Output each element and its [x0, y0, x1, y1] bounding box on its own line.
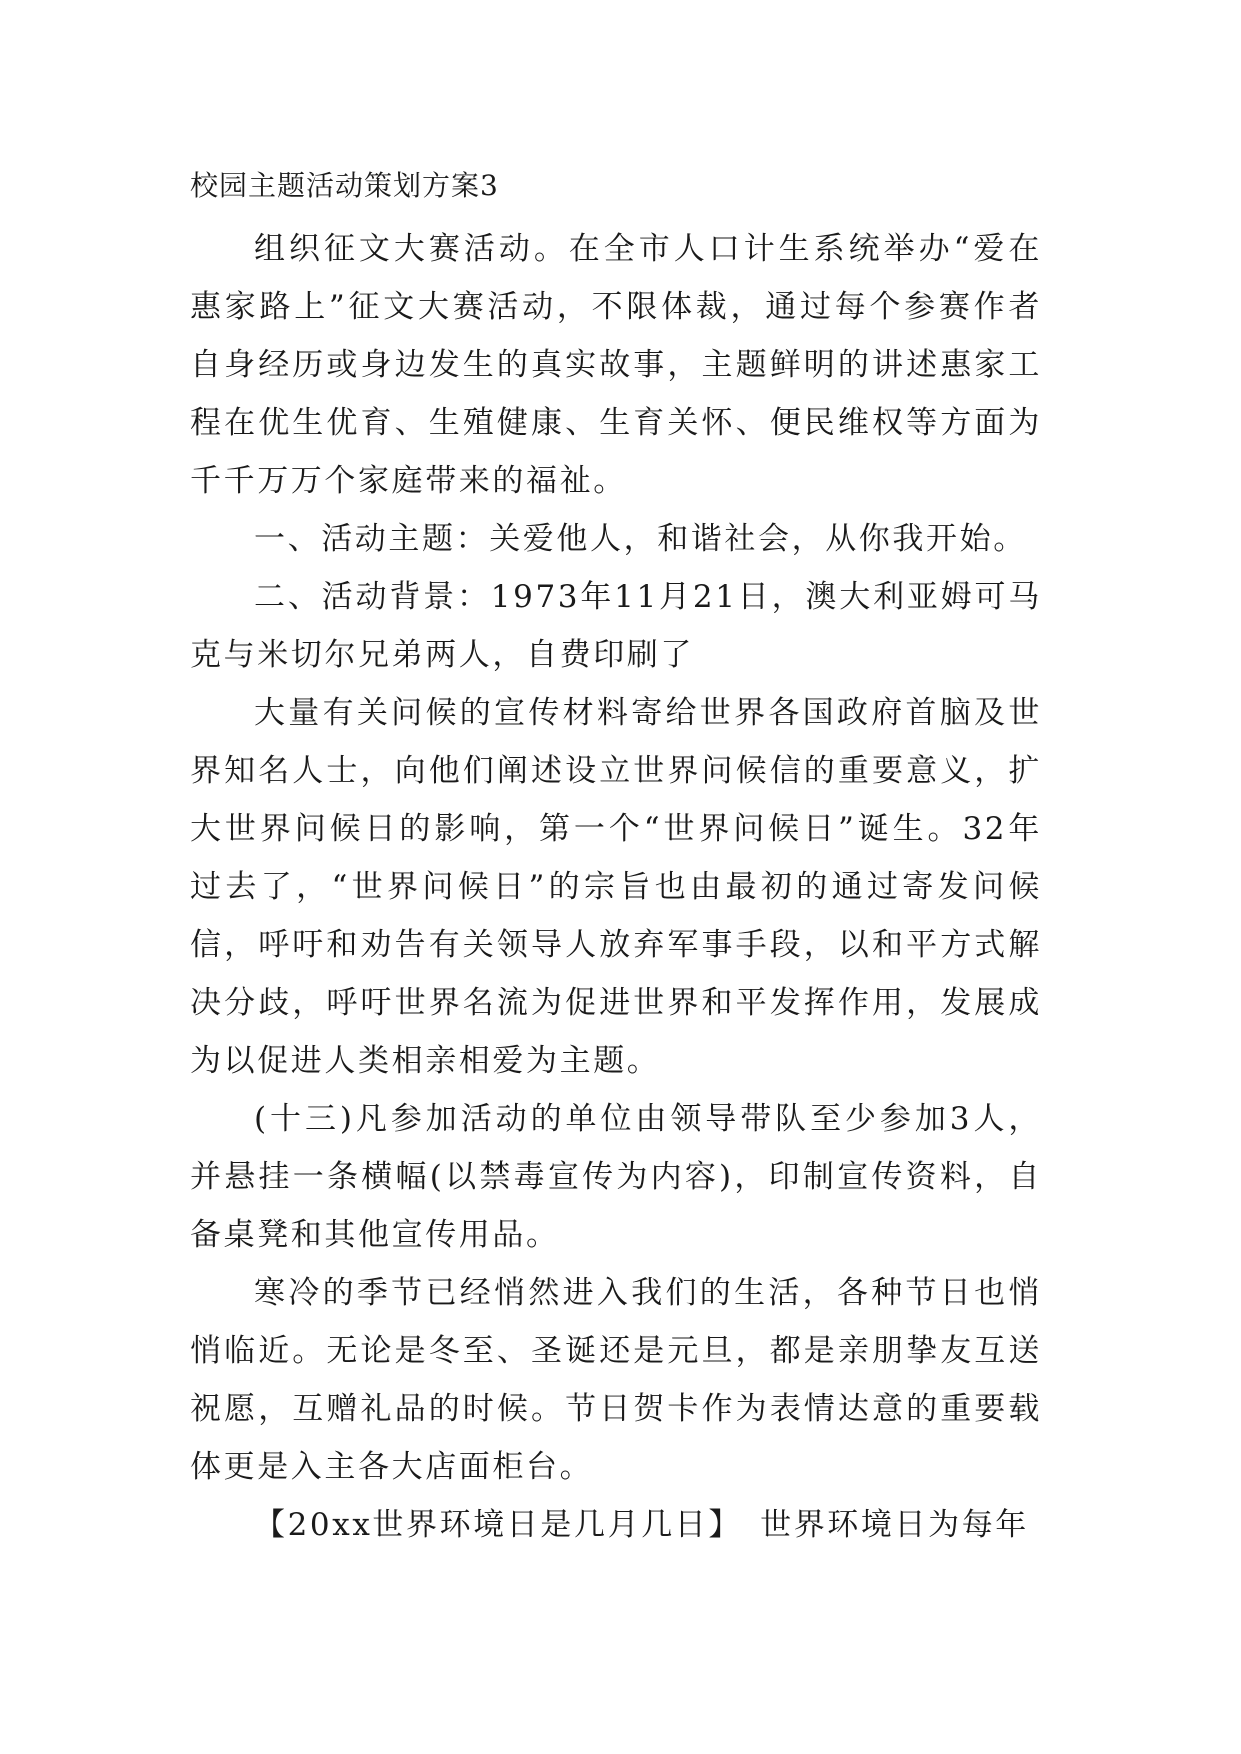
paragraph-activity-theme: 一、活动主题：关爱他人，和谐社会，从你我开始。 [254, 521, 1027, 557]
paragraph-greeting-day: 大量有关问候的宣传材料寄给世界各国政府首脑及世界知名人士，向他们阐述设立世界问候信的重要意义，扩大世界问候日的影响，第一个“世界问候日”诞生。32年过去了，“世界问候日”的宗旨也由最初的通过寄发问候信，呼吁和劝告有关领导人放弃军事手段，以和平方式解决分歧，呼吁世界名流为促进世界和平发挥作用，发展成为以促进人类相亲相爱为主题。 [190, 695, 1042, 1079]
document-body [190, 220, 1042, 1554]
document-title: 校园主题活动策划方案3 [190, 169, 499, 202]
paragraph-environment-day: 【20xx世界环境日是几月几日】 世界环境日为每年 [254, 1507, 1029, 1543]
paragraph-holiday-cards: 寒冷的季节已经悄然进入我们的生活，各种节日也悄悄临近。无论是冬至、圣诞还是元旦，都是亲朋挚友互送祝愿，互赠礼品的时候。节日贺卡作为表情达意的重要载体更是入主各大店面柜台。 [190, 1275, 1042, 1485]
paragraph-activity-background: 二、活动背景：1973年11月21日，澳大利亚姆可马克与米切尔兄弟两人，自费印刷了 [190, 579, 1042, 673]
paragraph-participation-rules: (十三)凡参加活动的单位由领导带队至少参加3人，并悬挂一条横幅(以禁毒宣传为内容)，印制宣传资料，自备桌凳和其他宣传用品。 [190, 1101, 1042, 1253]
paragraph-essay-contest: 组织征文大赛活动。在全市人口计生系统举办“爱在惠家路上”征文大赛活动，不限体裁，通过每个参赛作者自身经历或身边发生的真实故事，主题鲜明的讲述惠家工程在优生优育、生殖健康、生育关怀、便民维权等方面为千千万万个家庭带来的福祉。 [190, 231, 1042, 499]
